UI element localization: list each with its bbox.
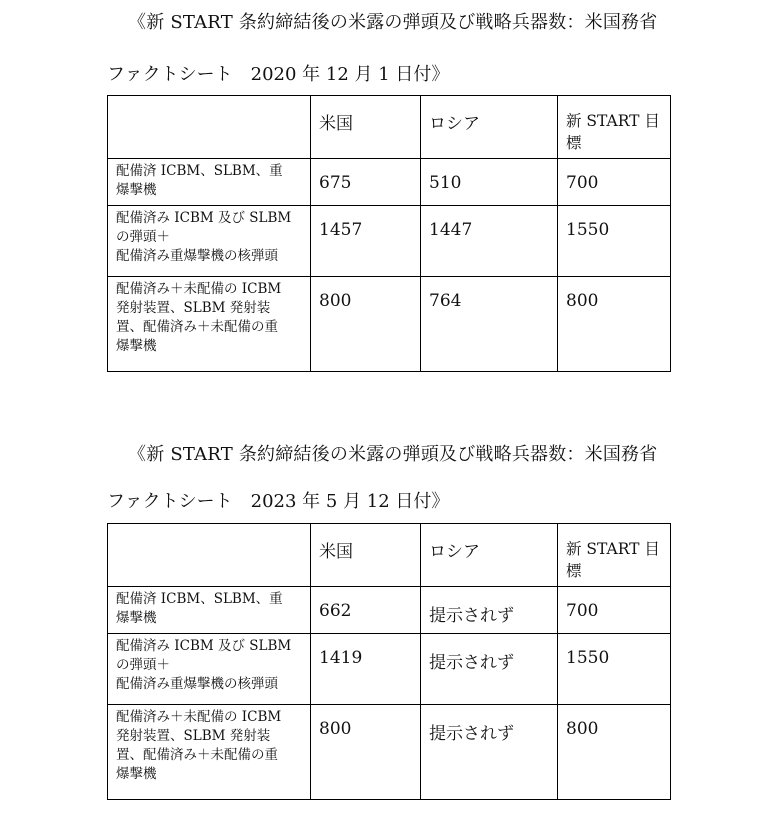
cell-us: 675 bbox=[311, 159, 421, 206]
row-label: 配備済み＋未配備の ICBM 発射装置、SLBM 発射装 置、配備済み＋未配備の重 爆撃機 bbox=[108, 277, 311, 372]
table-row bbox=[108, 587, 671, 634]
cell-target: 800 bbox=[558, 277, 671, 372]
header-cell-empty bbox=[108, 524, 311, 587]
table-2-title: 《新 START 条約締結後の米露の弾頭及び戦略兵器数：米国務省 bbox=[128, 444, 658, 465]
table-2-subtitle: ファクトシート 2023 年 5 月 12 日付》 bbox=[107, 491, 450, 512]
header-cell-empty bbox=[108, 96, 311, 159]
cell-russia: 1447 bbox=[421, 206, 558, 277]
row-label: 配備済 ICBM、SLBM、重 爆撃機 bbox=[108, 587, 311, 634]
cell-target: 1550 bbox=[558, 634, 671, 705]
header-cell-target: 新 START 目標 bbox=[558, 96, 671, 159]
table-1 bbox=[107, 95, 671, 372]
table-row bbox=[108, 206, 671, 277]
header-cell-russia: ロシア bbox=[421, 524, 558, 587]
table-row bbox=[108, 159, 671, 206]
cell-target: 1550 bbox=[558, 206, 671, 277]
row-label: 配備済み ICBM 及び SLBM の弾頭＋ 配備済み重爆撃機の核弾頭 bbox=[108, 634, 311, 705]
cell-target: 800 bbox=[558, 705, 671, 800]
cell-russia: 提示されず bbox=[421, 705, 558, 800]
cell-us: 1419 bbox=[311, 634, 421, 705]
cell-russia: 提示されず bbox=[421, 634, 558, 705]
table-header-row bbox=[108, 524, 671, 587]
row-label: 配備済み＋未配備の ICBM 発射装置、SLBM 発射装 置、配備済み＋未配備の重 爆撃機 bbox=[108, 705, 311, 800]
table-2 bbox=[107, 523, 671, 800]
cell-target: 700 bbox=[558, 159, 671, 206]
cell-russia: 764 bbox=[421, 277, 558, 372]
cell-us: 800 bbox=[311, 277, 421, 372]
cell-russia: 提示されず bbox=[421, 587, 558, 634]
table-row bbox=[108, 277, 671, 372]
row-label: 配備済み ICBM 及び SLBM の弾頭＋ 配備済み重爆撃機の核弾頭 bbox=[108, 206, 311, 277]
table-header-row bbox=[108, 96, 671, 159]
cell-us: 800 bbox=[311, 705, 421, 800]
cell-target: 700 bbox=[558, 587, 671, 634]
table-row bbox=[108, 705, 671, 800]
table-row bbox=[108, 634, 671, 705]
row-label: 配備済 ICBM、SLBM、重 爆撃機 bbox=[108, 159, 311, 206]
cell-us: 662 bbox=[311, 587, 421, 634]
header-cell-us: 米国 bbox=[311, 96, 421, 159]
cell-russia: 510 bbox=[421, 159, 558, 206]
table-1-title: 《新 START 条約締結後の米露の弾頭及び戦略兵器数：米国務省 bbox=[128, 12, 658, 33]
table-1-subtitle: ファクトシート 2020 年 12 月 1 日付》 bbox=[107, 64, 450, 85]
header-cell-target: 新 START 目標 bbox=[558, 524, 671, 587]
header-cell-us: 米国 bbox=[311, 524, 421, 587]
header-cell-russia: ロシア bbox=[421, 96, 558, 159]
cell-us: 1457 bbox=[311, 206, 421, 277]
